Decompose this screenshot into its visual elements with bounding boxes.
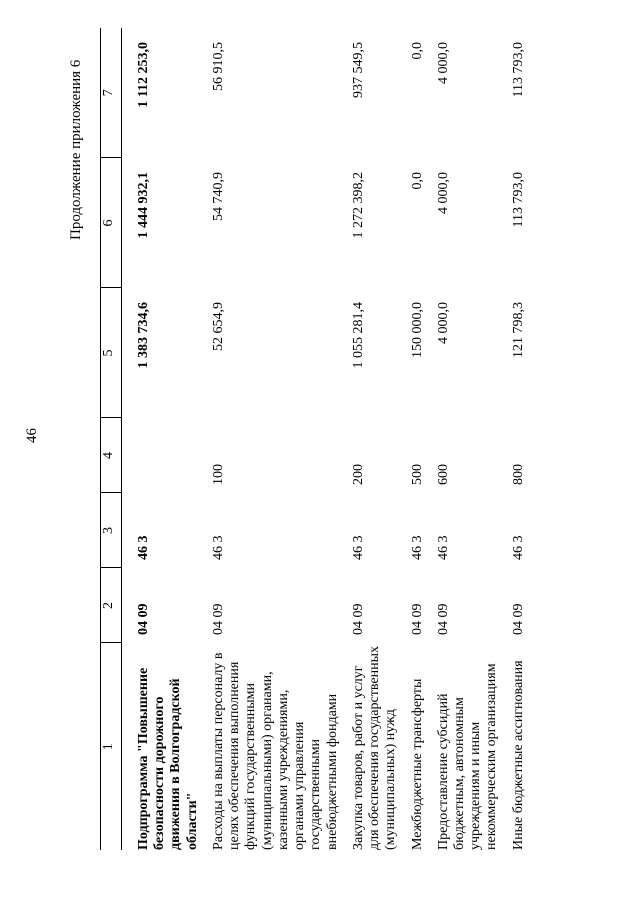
expense-name-cell: Иные бюджетные ассигнования bbox=[510, 660, 526, 850]
expense-type-cell: 100 bbox=[210, 464, 226, 485]
amount-year-1-cell: 150 000,0 bbox=[409, 302, 425, 358]
expense-type-cell: 600 bbox=[435, 464, 451, 485]
amount-year-1-cell: 1 383 734,6 bbox=[136, 302, 151, 369]
table-header bbox=[101, 28, 122, 850]
amount-year-2-cell: 4 000,0 bbox=[435, 172, 451, 214]
column-number-row bbox=[101, 28, 122, 850]
expense-type-cell: 500 bbox=[409, 464, 425, 485]
section-code-cell: 04 09 bbox=[409, 603, 425, 635]
table-row bbox=[206, 28, 346, 850]
amount-year-1-cell: 4 000,0 bbox=[435, 302, 451, 344]
expense-name-cell: Предоставление субсидий бюджетным, автономным учреждениям и иным некоммерческим организациям bbox=[435, 663, 500, 850]
amount-year-1-cell: 1 055 281,4 bbox=[350, 302, 366, 369]
expense-type-cell bbox=[122, 418, 206, 493]
section-code-cell: 04 09 bbox=[210, 603, 226, 635]
table-row bbox=[405, 28, 431, 850]
amount-year-1-cell: 121 798,3 bbox=[510, 302, 526, 358]
section-code-cell: 04 09 bbox=[350, 603, 366, 635]
column-header: 5 bbox=[101, 288, 122, 418]
column-header: 3 bbox=[101, 493, 122, 568]
column-header: 4 bbox=[101, 418, 122, 493]
amount-year-2-cell: 0,0 bbox=[409, 172, 425, 190]
target-article-cell: 46 3 bbox=[350, 535, 366, 560]
column-header: 1 bbox=[101, 643, 122, 850]
target-article-cell: 46 3 bbox=[136, 535, 151, 560]
amount-year-2-cell: 113 793,0 bbox=[510, 172, 526, 228]
amount-year-2-cell: 1 272 398,2 bbox=[350, 172, 366, 239]
amount-year-3-cell: 0,0 bbox=[409, 42, 425, 60]
section-code-cell: 04 09 bbox=[136, 603, 151, 635]
expense-type-cell: 800 bbox=[510, 464, 526, 485]
amount-year-2-cell: 54 740,9 bbox=[210, 172, 226, 221]
table-row bbox=[346, 28, 405, 850]
expense-name-cell: Закупка товаров, работ и услуг для обеспечения государственных (муниципальных) нужд bbox=[350, 646, 399, 850]
section-code-cell: 04 09 bbox=[510, 603, 526, 635]
amount-year-3-cell: 113 793,0 bbox=[510, 42, 526, 98]
target-article-cell: 46 3 bbox=[510, 535, 526, 560]
table-row bbox=[122, 28, 206, 850]
table-row bbox=[431, 28, 506, 850]
appendix-continuation-note: Продолжение приложения 6 bbox=[68, 59, 84, 240]
target-article-cell: 46 3 bbox=[210, 535, 226, 560]
amount-year-3-cell: 4 000,0 bbox=[435, 42, 451, 84]
amount-year-3-cell: 56 910,5 bbox=[210, 42, 226, 91]
amount-year-2-cell: 1 444 932,1 bbox=[136, 172, 151, 239]
expense-name-cell: Подпрограмма "Повышение безопасности дорожного движения в Волгоградской области" bbox=[136, 667, 200, 850]
table-row bbox=[506, 28, 532, 850]
column-header: 7 bbox=[101, 28, 122, 158]
amount-year-1-cell: 52 654,9 bbox=[210, 302, 226, 351]
amount-year-3-cell: 937 549,5 bbox=[350, 42, 366, 98]
column-header: 2 bbox=[101, 568, 122, 643]
budget-table bbox=[100, 28, 532, 850]
expense-type-cell: 200 bbox=[350, 464, 366, 485]
expense-name-cell: Межбюджетные трансферты bbox=[409, 678, 425, 850]
section-code-cell: 04 09 bbox=[435, 603, 451, 635]
amount-year-3-cell: 1 112 253,0 bbox=[136, 42, 151, 108]
target-article-cell: 46 3 bbox=[435, 535, 451, 560]
page-number: 46 bbox=[24, 428, 40, 443]
expense-name-cell: Расходы на выплаты персоналу в целях обеспечения выполнения функций государственными (муниципальными) органами, казенными учреждениями, органами управления государственными внебюджетными фондами bbox=[210, 652, 340, 850]
table-body bbox=[122, 28, 532, 850]
target-article-cell: 46 3 bbox=[409, 535, 425, 560]
column-header: 6 bbox=[101, 158, 122, 288]
